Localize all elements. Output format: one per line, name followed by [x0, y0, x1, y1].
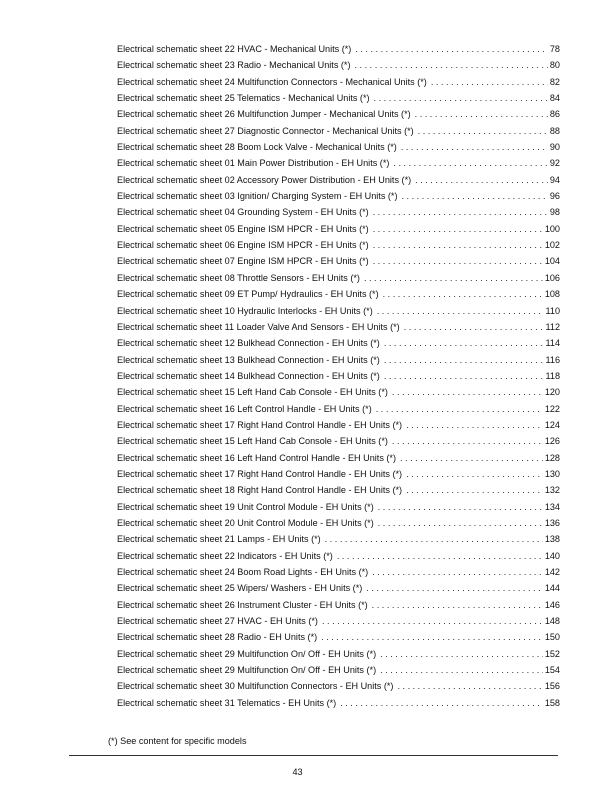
toc-entry[interactable]	[117, 172, 560, 188]
toc-entry[interactable]	[117, 270, 560, 286]
toc-entry[interactable]	[117, 204, 560, 220]
toc-entry-title: Electrical schematic sheet 13 Bulkhead Connection - EH Units (*)	[117, 354, 380, 365]
toc-entry[interactable]	[117, 155, 560, 171]
toc-entry-title: Electrical schematic sheet 27 HVAC - EH Units (*)	[117, 616, 318, 627]
toc-entry-title: Electrical schematic sheet 11 Loader Valve And Sensors - EH Units (*)	[117, 321, 400, 332]
toc-entry-page: 116	[545, 354, 560, 365]
dot-leader	[372, 564, 543, 580]
toc-entry[interactable]	[117, 482, 560, 498]
dot-leader	[383, 286, 543, 302]
toc-entry-page: 142	[544, 567, 560, 577]
toc-entry-title: Electrical schematic sheet 25 Telematics - Mechanical Units (*)	[117, 93, 370, 104]
toc-entry-title: Electrical schematic sheet 09 ET Pump/ Hydraulics - EH Units (*)	[117, 289, 379, 300]
toc-entry-title: Electrical schematic sheet 02 Accessory Power Distribution - EH Units (*)	[117, 174, 412, 185]
toc-entry[interactable]	[117, 286, 560, 302]
toc-entry[interactable]	[117, 188, 560, 204]
toc-entry[interactable]	[117, 695, 560, 711]
toc-entry[interactable]	[117, 319, 560, 335]
dot-leader	[373, 221, 543, 237]
toc-entry-title: Electrical schematic sheet 04 Grounding System - EH Units (*)	[117, 207, 369, 218]
footer-divider	[69, 755, 558, 756]
toc-entry-page: 140	[544, 550, 560, 561]
toc-entry[interactable]	[117, 531, 560, 547]
toc-entry-page: 126	[544, 436, 560, 447]
toc-entry-title: Electrical schematic sheet 19 Unit Control Module - EH Units (*)	[117, 501, 374, 512]
dot-leader	[378, 515, 543, 531]
toc-entry-title: Electrical schematic sheet 08 Throttle Sensors - EH Units (*)	[117, 272, 360, 283]
toc-entry-page: 90	[549, 142, 560, 153]
dot-leader	[415, 106, 548, 122]
dot-leader	[406, 466, 543, 482]
toc-entry-title: Electrical schematic sheet 31 Telematics - EH Units (*)	[117, 697, 337, 708]
dot-leader	[401, 139, 548, 155]
toc-entry-page: 106	[544, 272, 560, 283]
dot-leader	[380, 662, 543, 678]
toc-entry-title: Electrical schematic sheet 03 Ignition/ Charging System - EH Units (*)	[117, 191, 398, 202]
dot-leader	[384, 352, 544, 368]
toc-entry[interactable]	[117, 548, 560, 564]
dot-leader	[392, 433, 543, 449]
toc-entry-title: Electrical schematic sheet 21 Lamps - EH Units (*)	[117, 534, 321, 545]
dot-leader	[406, 417, 543, 433]
toc-entry-page: 114	[545, 338, 560, 349]
dot-leader	[376, 401, 543, 417]
dot-leader	[415, 172, 548, 188]
toc-entry-title: Electrical schematic sheet 29 Multifunction On/ Off - EH Units (*)	[117, 648, 377, 659]
dot-leader	[400, 450, 543, 466]
toc-entry-title: Electrical schematic sheet 29 Multifunction On/ Off - EH Units (*)	[117, 665, 377, 676]
toc-entry-page: 102	[544, 240, 560, 251]
toc-entry[interactable]	[117, 253, 560, 269]
toc-entry-page: 92	[549, 158, 560, 169]
toc-entry-title: Electrical schematic sheet 20 Unit Control Module - EH Units (*)	[117, 517, 374, 528]
toc-entry[interactable]	[117, 646, 560, 662]
dot-leader	[393, 155, 547, 171]
toc-entry[interactable]	[117, 450, 560, 466]
toc-entry-title: Electrical schematic sheet 27 Diagnostic Connector - Mechanical Units (*)	[117, 125, 414, 136]
dot-leader	[402, 188, 548, 204]
dot-leader	[384, 368, 544, 384]
toc-entry[interactable]	[117, 580, 560, 596]
toc-entry[interactable]	[117, 41, 560, 57]
toc-entry[interactable]	[117, 499, 560, 515]
toc-entry[interactable]	[117, 401, 560, 417]
dot-leader	[364, 270, 543, 286]
dot-leader	[404, 319, 544, 335]
toc-entry[interactable]	[117, 123, 560, 139]
dot-leader	[355, 57, 548, 73]
toc-entry[interactable]	[117, 106, 560, 122]
toc-entry-title: Electrical schematic sheet 17 Right Hand Control Handle - EH Units (*)	[117, 419, 403, 430]
toc-entry-page: 138	[544, 534, 560, 545]
toc-entry-title: Electrical schematic sheet 07 Engine ISM HPCR - EH Units (*)	[117, 256, 369, 267]
dot-leader	[372, 597, 543, 613]
dot-leader	[337, 548, 543, 564]
toc-entry-page: 96	[549, 191, 560, 202]
toc-entry[interactable]	[117, 417, 560, 433]
toc-entry-title: Electrical schematic sheet 16 Left Hand Control Handle - EH Units (*)	[117, 452, 396, 463]
dot-leader	[378, 499, 543, 515]
toc-entry-page: 124	[544, 419, 560, 430]
toc-entry[interactable]	[117, 662, 560, 678]
toc-entry[interactable]	[117, 352, 560, 368]
toc-entry-title: Electrical schematic sheet 14 Bulkhead Connection - EH Units (*)	[117, 370, 380, 381]
toc-entry-title: Electrical schematic sheet 26 Instrument Cluster - EH Units (*)	[117, 599, 368, 610]
toc-entry[interactable]	[117, 303, 560, 319]
toc-entry[interactable]	[117, 57, 560, 73]
toc-entry-page: 94	[549, 174, 560, 185]
toc-entry-page: 120	[544, 387, 560, 398]
toc-entry-page: 88	[549, 125, 560, 136]
toc-entry-title: Electrical schematic sheet 24 Multifunction Connectors - Mechanical Units (*)	[117, 76, 427, 87]
toc-entry-title: Electrical schematic sheet 01 Main Power Distribution - EH Units (*)	[117, 158, 390, 169]
toc-entry-page: 122	[544, 403, 560, 414]
toc-entry-page: 110	[545, 305, 560, 316]
toc-entry-page: 152	[544, 648, 560, 659]
dot-leader	[397, 678, 542, 694]
toc-entry-title: Electrical schematic sheet 25 Wipers/ Washers - EH Units (*)	[117, 583, 363, 594]
toc-entry[interactable]	[117, 678, 560, 694]
toc-entry[interactable]	[117, 139, 560, 155]
toc-entry-title: Electrical schematic sheet 30 Multifunction Connectors - EH Units (*)	[117, 681, 394, 692]
toc-entry-title: Electrical schematic sheet 17 Right Hand Control Handle - EH Units (*)	[117, 468, 403, 479]
toc-entry-page: 82	[549, 76, 560, 87]
dot-leader	[377, 303, 544, 319]
dot-leader	[380, 646, 543, 662]
toc-entry-title: Electrical schematic sheet 28 Radio - EH Units (*)	[117, 632, 318, 643]
page-number: 43	[292, 767, 303, 777]
toc-entry[interactable]	[117, 515, 560, 531]
toc-entry[interactable]	[117, 221, 560, 237]
toc-entry[interactable]	[117, 613, 560, 629]
toc-entry[interactable]	[117, 384, 560, 400]
toc-entry-title: Electrical schematic sheet 23 Radio - Mechanical Units (*)	[117, 60, 351, 71]
toc-entry[interactable]	[117, 74, 560, 90]
toc-entry-page: 118	[545, 370, 560, 381]
toc-entry-page: 78	[549, 44, 560, 54]
toc-entry-page: 136	[544, 517, 560, 528]
dot-leader	[340, 695, 543, 711]
toc-entry-page: 128	[544, 452, 560, 463]
toc-entry-page: 132	[544, 485, 560, 496]
toc-entry-page: 150	[544, 632, 560, 643]
toc-entry-title: Electrical schematic sheet 15 Left Hand Cab Console - EH Units (*)	[117, 387, 388, 398]
dot-leader	[392, 384, 543, 400]
toc-entry[interactable]	[117, 335, 560, 351]
toc-entry-page: 80	[549, 60, 560, 71]
toc-entry-page: 144	[544, 583, 560, 594]
toc-entry-title: Electrical schematic sheet 15 Left Hand Cab Console - EH Units (*)	[117, 436, 388, 447]
toc-entry-title: Electrical schematic sheet 05 Engine ISM HPCR - EH Units (*)	[117, 223, 369, 234]
toc-entry-title: Electrical schematic sheet 16 Left Control Handle - EH Units (*)	[117, 403, 372, 414]
toc-entry-page: 146	[544, 599, 560, 610]
toc-entry-title: Electrical schematic sheet 06 Engine ISM HPCR - EH Units (*)	[117, 240, 369, 251]
dot-leader	[355, 41, 548, 57]
dot-leader	[373, 204, 548, 220]
dot-leader	[366, 580, 543, 596]
toc-entry-page: 134	[544, 501, 560, 512]
footnote: (*) See content for specific models	[108, 736, 247, 746]
dot-leader	[406, 482, 543, 498]
toc-entry-page: 130	[544, 468, 560, 479]
dot-leader	[325, 531, 543, 547]
toc-entry-page: 104	[544, 256, 560, 267]
toc-entry[interactable]	[117, 433, 560, 449]
dot-leader	[373, 253, 543, 269]
toc-entry[interactable]	[117, 597, 560, 613]
toc-entry[interactable]	[117, 90, 560, 106]
toc-entry-page: 154	[544, 665, 560, 676]
toc-entry[interactable]	[117, 629, 560, 645]
toc-entry-page: 156	[544, 681, 560, 692]
toc-entry-title: Electrical schematic sheet 10 Hydraulic Interlocks - EH Units (*)	[117, 305, 373, 316]
toc-entry-page: 112	[545, 321, 560, 332]
toc-entry-title: Electrical schematic sheet 22 HVAC - Mechanical Units (*)	[117, 44, 352, 54]
dot-leader	[418, 123, 548, 139]
table-of-contents	[117, 41, 560, 711]
dot-leader	[321, 629, 543, 645]
toc-entry-title: Electrical schematic sheet 28 Boom Lock Valve - Mechanical Units (*)	[117, 142, 397, 153]
toc-entry[interactable]	[117, 237, 560, 253]
toc-entry-title: Electrical schematic sheet 26 Multifunction Jumper - Mechanical Units (*)	[117, 109, 411, 120]
dot-leader	[322, 613, 543, 629]
toc-entry-title: Electrical schematic sheet 24 Boom Road Lights - EH Units (*)	[117, 567, 369, 577]
dot-leader	[384, 335, 544, 351]
toc-entry-page: 100	[544, 223, 560, 234]
toc-entry[interactable]	[117, 368, 560, 384]
toc-entry-page: 84	[549, 93, 560, 104]
toc-entry[interactable]	[117, 466, 560, 482]
toc-entry-title: Electrical schematic sheet 18 Right Hand Control Handle - EH Units (*)	[117, 485, 403, 496]
dot-leader	[373, 237, 543, 253]
toc-entry-title: Electrical schematic sheet 12 Bulkhead Connection - EH Units (*)	[117, 338, 380, 349]
dot-leader	[374, 90, 548, 106]
toc-entry-title: Electrical schematic sheet 22 Indicators - EH Units (*)	[117, 550, 333, 561]
toc-entry-page: 108	[544, 289, 560, 300]
toc-entry-page: 158	[544, 697, 560, 708]
toc-entry[interactable]	[117, 564, 560, 580]
dot-leader	[431, 74, 548, 90]
toc-entry-page: 98	[549, 207, 560, 218]
toc-entry-page: 86	[549, 109, 560, 120]
toc-entry-page: 148	[544, 616, 560, 627]
